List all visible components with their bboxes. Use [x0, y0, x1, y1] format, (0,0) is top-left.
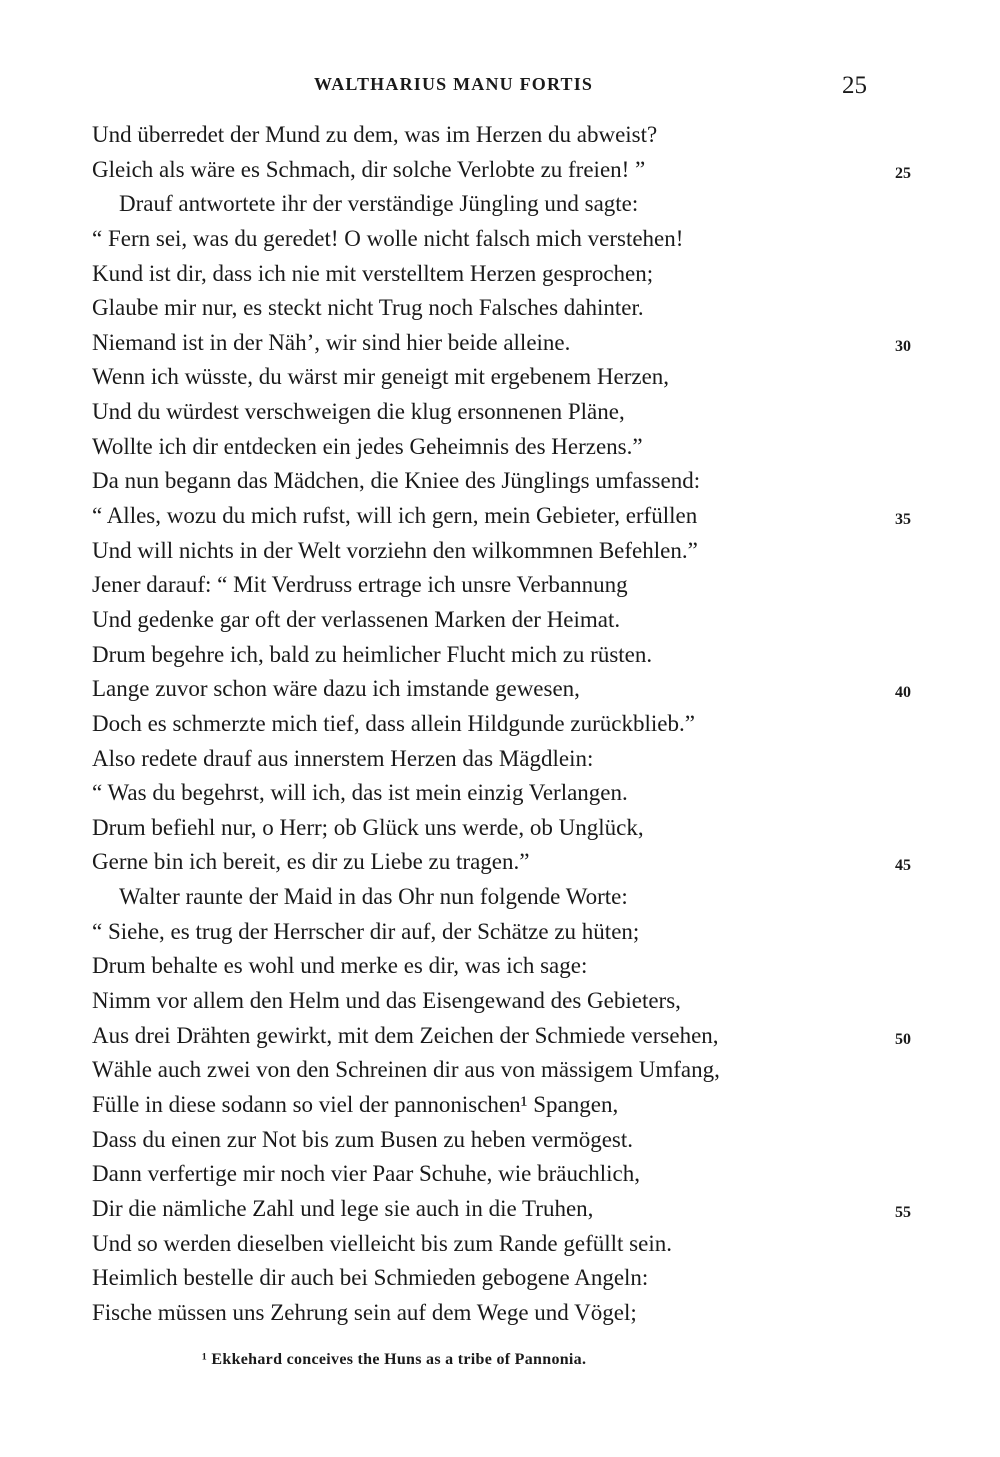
- verse-line: [0, 1053, 1000, 1088]
- verse-text: “ Fern sei, was du geredet! O wolle nicht falsch mich verstehen!: [92, 225, 684, 251]
- verse-text: Gleich als wäre es Schmach, dir solche Verlobte zu freien! ”: [92, 156, 646, 182]
- verse-text: “ Siehe, es trug der Herrscher dir auf, der Schätze zu hüten;: [92, 918, 640, 944]
- verse-line: [0, 257, 1000, 292]
- verse-line: [0, 118, 1000, 153]
- verse-line: [0, 1296, 1000, 1331]
- running-head: [0, 74, 1000, 104]
- verse-line: [0, 360, 1000, 395]
- verse-line: [0, 915, 1000, 950]
- verse-line: [0, 672, 1000, 707]
- verse-line: [0, 1088, 1000, 1123]
- verse-line: [0, 1261, 1000, 1296]
- verse-line: [0, 1227, 1000, 1262]
- verse-line: [0, 845, 1000, 880]
- verse-text: Und gedenke gar oft der verlassenen Marken der Heimat.: [92, 606, 621, 632]
- verse-text: Jener darauf: “ Mit Verdruss ertrage ich unsre Verbannung: [92, 572, 628, 598]
- verse-line: [0, 187, 1000, 222]
- verse-text: Glaube mir nur, es steckt nicht Trug noch Falsches dahinter.: [92, 295, 644, 321]
- verse-line: [0, 811, 1000, 846]
- verse-text: Aus drei Drähten gewirkt, mit dem Zeichen der Schmiede versehen,: [92, 1022, 719, 1048]
- verse-text: Lange zuvor schon wäre dazu ich imstande gewesen,: [92, 676, 580, 702]
- verse-line: [0, 984, 1000, 1019]
- verse-line: [0, 776, 1000, 811]
- footnote: ¹ Ekkehard conceives the Huns as a tribe of Pannonia.: [202, 1351, 587, 1368]
- verse-line: [0, 326, 1000, 361]
- verse-text: Also redete drauf aus innerstem Herzen das Mägdlein:: [92, 745, 594, 771]
- verse-text: Dann verfertige mir noch vier Paar Schuhe, wie bräuchlich,: [92, 1161, 640, 1187]
- line-number: 30: [895, 337, 911, 355]
- verse-text: “ Was du begehrst, will ich, das ist mein einzig Verlangen.: [92, 780, 628, 806]
- verse-text: Fülle in diese sodann so viel der pannonischen¹ Spangen,: [92, 1091, 619, 1117]
- running-title: WALTHARIUS MANU FORTIS: [314, 74, 594, 94]
- verse-text: Drauf antwortete ihr der verständige Jüngling und sagte:: [119, 191, 639, 217]
- line-number: 25: [895, 164, 911, 182]
- verse-text: Drum behalte es wohl und merke es dir, was ich sage:: [92, 953, 588, 979]
- verse-line: [0, 222, 1000, 257]
- verse-line: [0, 1019, 1000, 1054]
- line-number: 55: [895, 1203, 911, 1221]
- verse-text: Drum befiehl nur, o Herr; ob Glück uns werde, ob Unglück,: [92, 814, 644, 840]
- verse-line: [0, 395, 1000, 430]
- verse-line: [0, 291, 1000, 326]
- verse-text: Dass du einen zur Not bis zum Busen zu heben vermögest.: [92, 1126, 634, 1152]
- verse-line: [0, 153, 1000, 188]
- verse-line: [0, 949, 1000, 984]
- line-number: 40: [895, 684, 911, 702]
- verse-line: [0, 1123, 1000, 1158]
- verse-text: Niemand ist in der Näh’, wir sind hier beide alleine.: [92, 329, 571, 355]
- verse-line: [0, 707, 1000, 742]
- verse-line: [0, 742, 1000, 777]
- verse-text: Kund ist dir, dass ich nie mit verstelltem Herzen gesprochen;: [92, 260, 654, 286]
- verse-line: [0, 1157, 1000, 1192]
- verse-line: [0, 880, 1000, 915]
- verse-line: [0, 638, 1000, 673]
- verse-text: Und du würdest verschweigen die klug ersonnenen Pläne,: [92, 399, 625, 425]
- verse-line: [0, 430, 1000, 465]
- verse-block: [0, 118, 1000, 1330]
- line-number: 35: [895, 511, 911, 529]
- verse-text: Gerne bin ich bereit, es dir zu Liebe zu tragen.”: [92, 849, 530, 875]
- verse-text: Fische müssen uns Zehrung sein auf dem Wege und Vögel;: [92, 1299, 637, 1325]
- verse-text: “ Alles, wozu du mich rufst, will ich gern, mein Gebieter, erfüllen: [92, 503, 698, 529]
- verse-line: [0, 534, 1000, 569]
- verse-text: Da nun begann das Mädchen, die Kniee des Jünglings umfassend:: [92, 468, 701, 494]
- verse-line: [0, 464, 1000, 499]
- verse-line: [0, 499, 1000, 534]
- verse-text: Wenn ich wüsste, du wärst mir geneigt mit ergebenem Herzen,: [92, 364, 670, 390]
- verse-text: Und überredet der Mund zu dem, was im Herzen du abweist?: [92, 122, 658, 147]
- verse-text: Und will nichts in der Welt vorziehn den wilkommnen Befehlen.”: [92, 537, 698, 563]
- page-number: 25: [842, 72, 867, 99]
- line-number: 50: [895, 1030, 911, 1048]
- verse-line: [0, 568, 1000, 603]
- verse-text: Wähle auch zwei von den Schreinen dir aus von mässigem Umfang,: [92, 1057, 720, 1083]
- line-number: 45: [895, 857, 911, 875]
- verse-text: Walter raunte der Maid in das Ohr nun folgende Worte:: [119, 884, 628, 910]
- verse-text: Nimm vor allem den Helm und das Eisengewand des Gebieters,: [92, 988, 681, 1014]
- verse-line: [0, 1192, 1000, 1227]
- verse-text: Drum begehre ich, bald zu heimlicher Flucht mich zu rüsten.: [92, 641, 653, 667]
- verse-text: Dir die nämliche Zahl und lege sie auch in die Truhen,: [92, 1195, 594, 1221]
- verse-line: [0, 603, 1000, 638]
- verse-text: Heimlich bestelle dir auch bei Schmieden gebogene Angeln:: [92, 1265, 649, 1291]
- verse-text: Wollte ich dir entdecken ein jedes Geheimnis des Herzens.”: [92, 433, 643, 459]
- verse-text: Doch es schmerzte mich tief, dass allein Hildgunde zurückblieb.”: [92, 710, 695, 736]
- verse-text: Und so werden dieselben vielleicht bis zum Rande gefüllt sein.: [92, 1230, 672, 1256]
